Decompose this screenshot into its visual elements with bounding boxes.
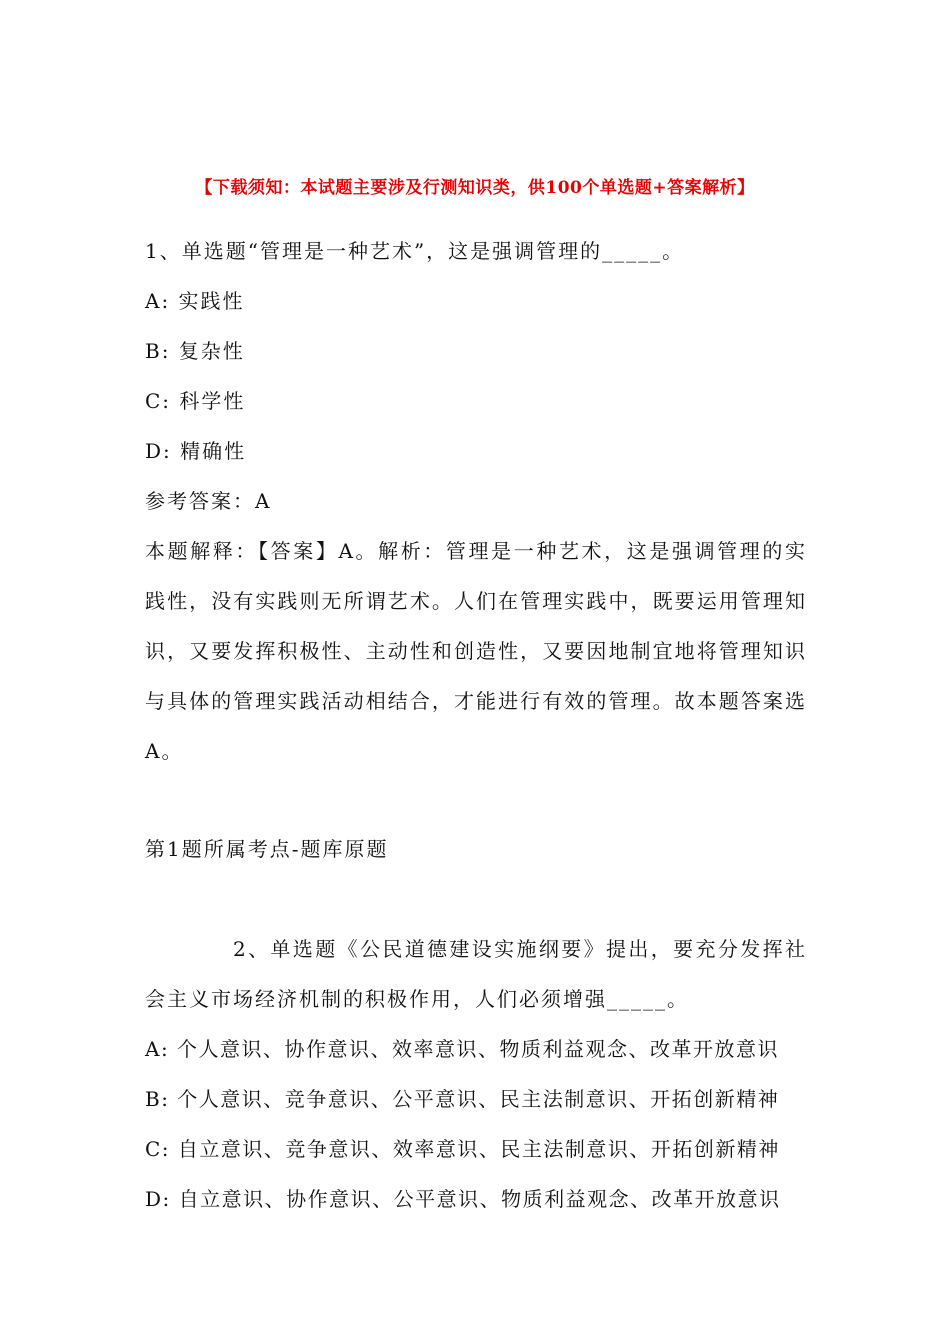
question-1-explanation: 本题解释：【答案】A。解析：管理是一种艺术，这是强调管理的实践性，没有实践则无所谓艺术。人们在管理实践中，既要运用管理知识，又要发挥积极性、主动性和创造性，又要因地制宜地将管理知识与具体的管理实践活动相结合，才能进行有效的管理。故本题答案选A。 xyxy=(145,539,807,763)
question-2-stem: 2、单选题《公民道德建设实施纲要》提出，要充分发挥社会主义市场经济机制的积极作用，人们必须增强_____。 xyxy=(145,937,807,1011)
question-2-option-a: A: 个人意识、协作意识、效率意识、物质利益观念、改革开放意识 xyxy=(145,1037,780,1061)
download-notice: 【下载须知：本试题主要涉及行测知识类，供100个单选题+答案解析】 xyxy=(195,178,755,198)
question-1-answer: 参考答案：A xyxy=(145,489,272,513)
question-1-topic: 第1题所属考点-题库原题 xyxy=(145,837,389,861)
question-1-stem: 1、单选题“管理是一种艺术”，这是强调管理的_____。 xyxy=(145,239,685,263)
question-1-option-c: C: 科学性 xyxy=(145,389,246,413)
question-1-option-b: B: 复杂性 xyxy=(145,339,245,363)
question-2-option-c: C: 自立意识、竞争意识、效率意识、民主法制意识、开拓创新精神 xyxy=(145,1137,780,1161)
question-2-option-b: B: 个人意识、竞争意识、公平意识、民主法制意识、开拓创新精神 xyxy=(145,1087,780,1111)
question-2-option-d: D: 自立意识、协作意识、公平意识、物质利益观念、改革开放意识 xyxy=(145,1187,781,1211)
question-1-option-a: A: 实践性 xyxy=(145,289,245,313)
question-1-option-d: D: 精确性 xyxy=(145,439,247,463)
